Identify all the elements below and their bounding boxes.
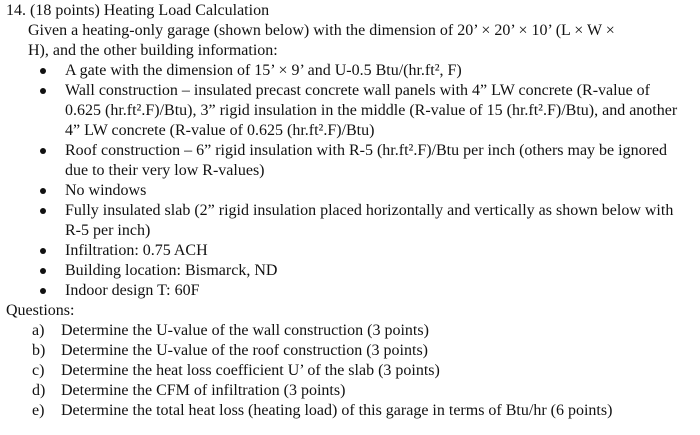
bullet-icon bbox=[40, 88, 46, 94]
bullet-text: Indoor design T: 60F bbox=[65, 282, 200, 299]
building-info-list bbox=[6, 61, 686, 301]
question-item bbox=[32, 341, 686, 361]
problem-number: 14. bbox=[6, 2, 26, 19]
question-item bbox=[32, 381, 686, 401]
question-marker: c) bbox=[32, 362, 45, 379]
question-text: Determine the U-value of the roof construction (3 points) bbox=[61, 342, 428, 359]
bullet-text: Infiltration: 0.75 ACH bbox=[65, 242, 208, 259]
problem-heading: Heating Load Calculation bbox=[103, 2, 270, 19]
problem-intro bbox=[28, 21, 686, 61]
bullet-icon bbox=[40, 248, 46, 254]
problem-points: (18 points) bbox=[30, 2, 100, 19]
list-item bbox=[65, 261, 686, 281]
question-text: Determine the heat loss coefficient U’ of the slab (3 points) bbox=[61, 362, 440, 379]
questions-list bbox=[6, 321, 686, 421]
question-item bbox=[32, 361, 686, 381]
bullet-text: No windows bbox=[65, 182, 147, 199]
list-item bbox=[65, 61, 686, 81]
bullet-text: Roof construction – 6” rigid insulation with R-5 (hr.ft².F)/Btu per inch (others may be ignored due to their very low R-values) bbox=[65, 142, 668, 179]
bullet-icon bbox=[40, 268, 46, 274]
list-item bbox=[65, 241, 686, 261]
question-text: Determine the U-value of the wall construction (3 points) bbox=[61, 322, 429, 339]
questions-label: Questions: bbox=[6, 302, 75, 319]
bullet-icon bbox=[40, 288, 46, 294]
list-item bbox=[65, 281, 686, 301]
question-text: Determine the CFM of infiltration (3 points) bbox=[61, 382, 346, 399]
question-marker: a) bbox=[32, 322, 45, 339]
intro-line-1: Given a heating-only garage (shown below) with the dimension of 20’ × 20’ × 10’ (L × W × bbox=[28, 22, 615, 39]
bullet-icon bbox=[40, 68, 46, 74]
list-item bbox=[65, 181, 686, 201]
list-item bbox=[65, 201, 686, 241]
bullet-text: Fully insulated slab (2” rigid insulation placed horizontally and vertically as shown below with R-5 per inch) bbox=[65, 202, 674, 239]
problem-title bbox=[6, 1, 686, 21]
question-marker: e) bbox=[32, 402, 45, 419]
question-marker: d) bbox=[32, 382, 46, 399]
list-item bbox=[65, 141, 686, 181]
question-marker: b) bbox=[32, 342, 46, 359]
bullet-icon bbox=[40, 188, 46, 194]
list-item bbox=[65, 81, 686, 141]
intro-line-2: H), and the other building information: bbox=[28, 42, 278, 59]
bullet-text: Building location: Bismarck, ND bbox=[65, 262, 278, 279]
question-item bbox=[32, 321, 686, 341]
bullet-icon bbox=[40, 208, 46, 214]
bullet-text: A gate with the dimension of 15’ × 9’ and U-0.5 Btu/(hr.ft², F) bbox=[65, 62, 462, 79]
question-item bbox=[32, 401, 686, 421]
bullet-icon bbox=[40, 148, 46, 154]
bullet-text: Wall construction – insulated precast concrete wall panels with 4” LW concrete (R-value of 0.625 (hr.ft².F)/Btu), 3” rigid insulation in the middle (R-value of 15 (hr.ft².F)/Btu), and another 4” LW concrete (R-value of 0.625 (hr.ft².F)/Btu) bbox=[65, 82, 678, 139]
question-text: Determine the total heat loss (heating load) of this garage in terms of Btu/hr (6 points) bbox=[61, 402, 613, 419]
